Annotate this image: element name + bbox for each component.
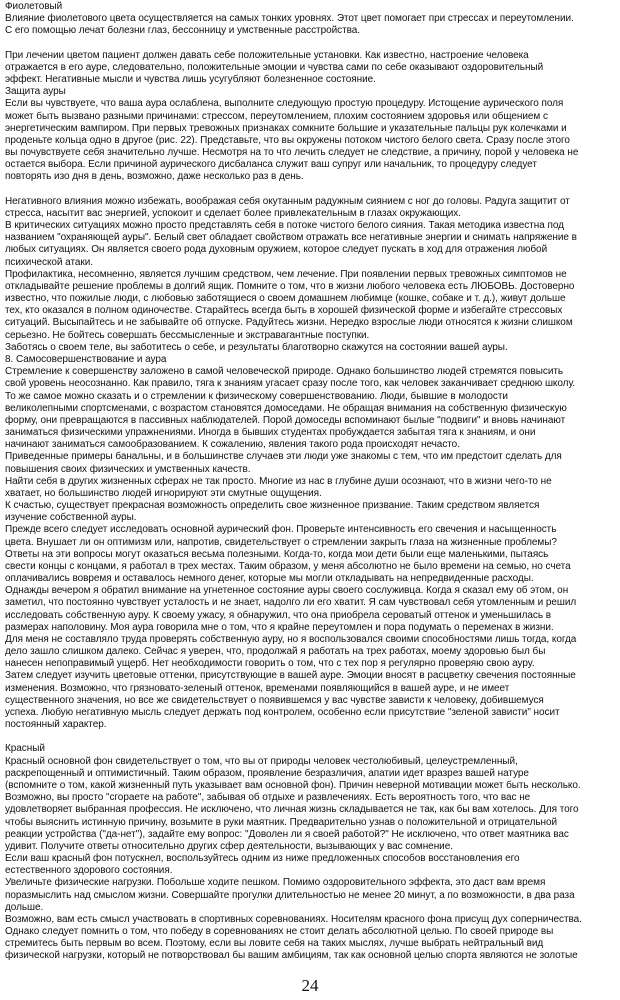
text-line: отражается в его ауре, следовательно, положительные эмоции и чувства сами по себе оказывают оздоровительный [5, 61, 544, 73]
text-line: постоянный характер. [5, 719, 107, 731]
text-line: Защита ауры [5, 86, 66, 98]
text-line: размерах наполовину. Моя аура говорила мне о том, что я крайне переутомлен и пора подумать о переменах в жизни. [5, 621, 554, 633]
text-line: повторять изо дня в день, возможно, даже несколько раз в день. [5, 171, 304, 183]
text-line: (вспомните о том, какой жизненный путь указывает вам основной фон). Причин неверной мотивации может быть несколько. [5, 780, 581, 791]
text-line: остается выбора. Если причиной аурического дисбаланса служит ваш супруг или начальник, то процедуру следует [5, 159, 537, 171]
text-line: Прежде всего следует исследовать основной аурический фон. Проверьте интенсивность его свечения и насыщенность [5, 524, 557, 536]
text-line: серьезно. Не бойтесь совершать бессмысленные и экстравагантные поступки. [5, 329, 370, 341]
text-line: нанесен непоправимый ущерб. Нет необходимости говорить о том, что с тех пор я регулярно проверяю свою ауру. [5, 658, 535, 670]
text-line [5, 731, 619, 743]
text-line: известно, что пожилые люди, с любовью заботящиеся о своем домашнем любимце (кошке, собаке и т. д.), живут дольше [5, 293, 566, 305]
text-line: удивит. Получите ответы относительно других сфер деятельности, вызывающих у вас сомнение. [5, 840, 453, 852]
text-line: названием "охраняющей ауры". Белый свет обладает свойством отражать все негативные энергии и снимать напряжение в [5, 232, 577, 244]
text-line: Заботясь о своем теле, вы заботитесь о себе, и результаты благотворно скажутся на состоянии вашей ауры. [5, 341, 508, 353]
page-text [5, 1, 619, 963]
text-line: дело зашло слишком далеко. Сейчас я уверен, что, продолжай я работать на трех работах, моему здоровью был бы [5, 646, 546, 658]
text-line: естественного здорового состояния. [5, 865, 173, 877]
text-line: Возможно, вам есть смысл участвовать в спортивных соревнованиях. Носителям красного фона присущ дух соперничества. [5, 913, 582, 925]
text-line: повышения своих физических и умственных качеств. [5, 463, 251, 475]
text-line: стресса, насытит вас энергией, успокоит и сделает более привлекательным в глазах окружающих. [5, 207, 461, 219]
text-line: эффект. Негативные мысли и чувства лишь усугубляют болезненное состояние. [5, 74, 376, 86]
text-line [5, 38, 619, 50]
text-line: С его помощью лечат болезни глаз, бессонницу и умственные расстройства. [5, 25, 361, 37]
text-line: проденьте кольца одно в другое (рис. 22). Представьте, что вы окружены потоком чистого белого света. Сразу после этого [5, 134, 570, 146]
text-line: 8. Самосовершенствование и аура [5, 353, 167, 365]
text-line: успеха. Любую негативную мысль следует держать под контролем, особенно если присутствие "зеленой зависти" носит [5, 706, 560, 718]
text-line: поразмыслить над смыслом жизни. Совершайте прогулки длительностью не менее 20 минут, а по возможности, в два раза [5, 889, 575, 901]
text-line: При лечении цветом пациент должен давать себе положительные установки. Как известно, настроение человека [5, 49, 529, 61]
text-line: Красный основной фон свидетельствует о том, что вы от природы человек честолюбивый, целеустремленный, [5, 755, 518, 767]
text-line: великолепными спортсменами, с возрастом становятся домоседами. Не обращая внимания на собственную физическую [5, 402, 567, 414]
text-line: заметил, что постоянно чувствует усталость и не знает, надолго ли его хватит. Я сам чувствовал себя утомленным и решил [5, 597, 577, 609]
text-line: дольше. [5, 901, 44, 913]
text-line: тех, кто оказался в полном одиночестве. Старайтесь всегда быть в хорошей физической форме и избегайте стрессовых [5, 305, 563, 317]
text-line: Если вы чувствуете, что ваша аура ослаблена, выполните следующую простую процедуру. Истощение аурического поля [5, 98, 564, 110]
text-line: энергетическим вампиром. При первых тревожных признаках сомкните большие и указательные пальцы рук колечками и [5, 122, 567, 134]
text-line: оплачивались вовремя и оставалось немного денег, которые мы могли откладывать на непредвиденные расходы. [5, 573, 534, 585]
text-line: изучение собственной ауры. [5, 512, 137, 524]
text-line: психической атаки. [5, 256, 93, 268]
text-line: свой уровень неосознанно. Как правило, тяга к знаниям угасает сразу после того, как человек заканчивает среднюю школу. [5, 378, 576, 390]
text-line: свести концы с концами, я работал в трех местах. Таким образом, у меня абсолютно не было времени на семью, но счета [5, 560, 571, 572]
text-line: Фиолетовый [5, 1, 63, 12]
text-line: Стремление к совершенству заложено в самой человеческой природе. Однако большинство людей стремятся повысить [5, 366, 564, 378]
text-line: Если ваш красный фон потускнел, воспользуйтесь одним из ниже предложенных способов восстановления его [5, 853, 520, 865]
text-line: Однажды вечером я обратил внимание на угнетенное состояние ауры своего сослуживца. Когда я сказал ему об этом, он [5, 585, 569, 597]
text-line: Увеличьте физические нагрузки. Побольше ходите пешком. Помимо оздоровительного эффекта, это даст вам время [5, 877, 546, 889]
text-line: откладывайте решение проблемы в долгий ящик. Помните о том, что в жизни любого человека есть ЛЮБОВЬ. Достоверно [5, 280, 575, 292]
text-line: реакции устройства ("да-нет"), задайте ему вопрос: "Доволен ли я своей работой?" Не исключено, что ответ маятника вас [5, 828, 569, 840]
text-line: цвета. Внушает ли он оптимизм или, напротив, свидетельствует о стремлении закрыть глаза на жизненные проблемы? [5, 536, 557, 548]
text-line [5, 184, 619, 196]
text-line: Найти себя в других жизненных сферах не так просто. Многие из нас в глубине души осознают, что в жизни чего-то не [5, 475, 552, 487]
text-line: хватает, но большинство людей игнорируют эти смутные ощущения. [5, 487, 322, 499]
text-line: В критических ситуациях можно просто представлять себя в потоке чистого белого сияния. Такая методика известна под [5, 220, 564, 232]
text-line: заниматься физическими упражнениями. Иногда в бывших студентах пробуждается забытая тяга к знаниям, и они [5, 427, 536, 439]
text-line: может быть вызвано разными причинами: стрессом, переутомлением, плохим состоянием здоровья или общением с [5, 110, 548, 122]
text-line: чтобы выяснить истинную причину, возьмите в руки маятник. Предварительно узнав о положительной и отрицательной [5, 816, 558, 828]
text-line: Однако следует помнить о том, что победу в соревнованиях не стоит делать абсолютной целью. По своей природе вы [5, 926, 554, 938]
text-line: Ответы на эти вопросы могут оказаться весьма полезными. Когда-то, когда мои дети были еще маленькими, пытаясь [5, 548, 549, 560]
text-line: начинают заниматься самообразованием. К сожалению, явления такого рода происходят нечасто. [5, 439, 460, 451]
text-line: Красный [5, 743, 45, 755]
text-line: стремитесь быть первым во всем. Поэтому, если вы ловите себя на таких мыслях, лучше выбрать нейтральный вид [5, 938, 544, 950]
text-line: любых ситуациях. Он является своего рода духовным оружием, которое следует пускать в ход для отражения любой [5, 244, 548, 256]
page-number: 24 [301, 976, 319, 995]
text-line: То же самое можно сказать и о стремлении к физическому совершенствованию. Люди, бывшие в молодости [5, 390, 508, 402]
text-line: исследовать собственную ауру. К своему ужасу, я обнаружил, что она приобрела сероватый оттенок и уменьшилась в [5, 609, 552, 621]
text-line: Негативного влияния можно избежать, воображая себя окутанным радужным сиянием с ног до головы. Радуга защитит от [5, 195, 570, 207]
text-line: физической нагрузки, который не потворствовал бы вашим амбициям, так как основной целью спорта являются не золотые [5, 950, 578, 962]
text-line: изменения. Возможно, что грязновато-зеленый оттенок, временами появляющийся в вашей ауре, и не имеет [5, 682, 510, 694]
text-line: Влияние фиолетового цвета осуществляется на самых тонких уровнях. Этот цвет помогает при стрессах и переутомлении. [5, 13, 574, 25]
text-line: К счастью, существует прекрасная возможность определить свое жизненное призвание. Таким средством является [5, 500, 540, 512]
text-line: Для меня не составляло труда проверять собственную ауру, но я воспользовался своими способностями лишь тогда, когда [5, 633, 577, 645]
text-line: ситуаций. Высыпайтесь и не забывайте об отпуске. Радуйтесь жизни. Нередко взрослые люди относятся к жизни слишком [5, 317, 573, 329]
text-line: Затем следует изучить цветовые оттенки, присутствующие в вашей ауре. Эмоции вносят в расцветку свечения постоянные [5, 670, 576, 682]
text-line: Приведенные примеры банальны, и в большинстве случаев эти люди уже знакомы с тем, что им предстоит сделать для [5, 451, 562, 463]
text-line: Возможно, вы просто "сгораете на работе", забывая об отдыхе и развлечениях. Есть вероятность того, что вас не [5, 792, 531, 804]
text-line: раскрепощенный и оптимистичный. Таким образом, проявление безразличия, апатии идет вразрез вашей натуре [5, 767, 529, 779]
text-line: удовлетворяет выбранная профессия. Не исключено, что личная жизнь складывается не так, как бы вам хотелось. Для того [5, 804, 579, 816]
text-line: существенного значения, но все же свидетельствует о появившемся у вас чувстве зависти к человеку, добившемуся [5, 694, 544, 706]
text-line: форму, они превращаются в пассивных наблюдателей. Порой домоседы вспоминают былые "подвиги" и вновь начинают [5, 414, 566, 426]
text-line: Профилактика, несомненно, является лучшим средством, чем лечение. При появлении первых тревожных симптомов не [5, 268, 567, 280]
text-line: вы почувствуете себя значительно лучше. Несмотря на то что лечить следует не следствие, а причину, порой у человека не [5, 147, 579, 159]
